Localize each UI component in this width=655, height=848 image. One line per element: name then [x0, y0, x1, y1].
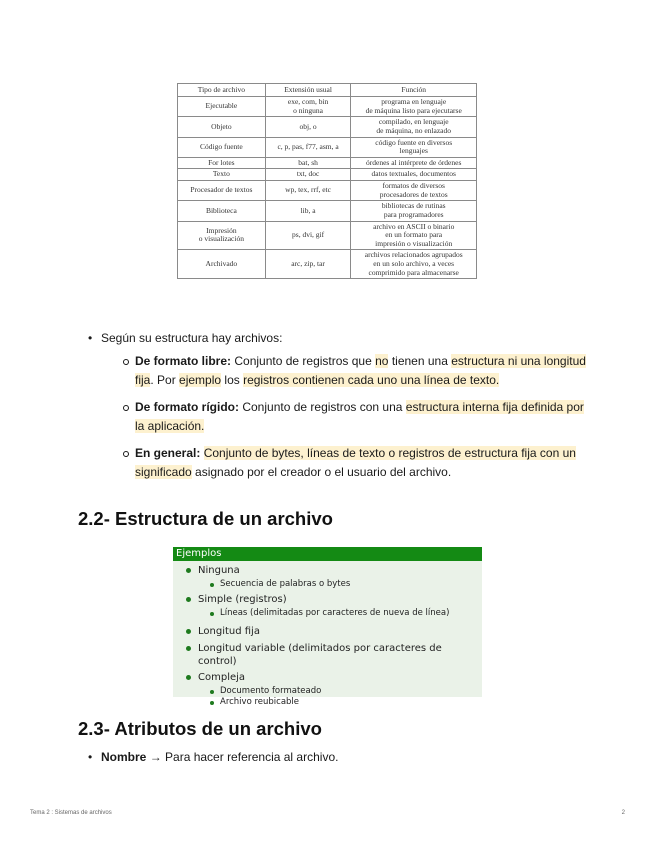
- text: Para hacer referencia al archivo.: [165, 750, 339, 764]
- examples-list: [173, 564, 482, 708]
- text: . Por: [150, 373, 180, 387]
- text: tienen una: [388, 354, 452, 368]
- examples-header: Ejemplos: [173, 547, 482, 561]
- text: los: [221, 373, 244, 387]
- example-item: Simple (registros): [173, 593, 482, 606]
- table-cell: Procesador de textos: [178, 181, 266, 201]
- examples-block: [173, 547, 482, 707]
- table-header-row: [178, 84, 477, 97]
- table-cell: archivos relacionados agrupados en un solo archivo, a veces comprimido para almacenarse: [351, 250, 477, 279]
- table-cell: Impresión o visualización: [178, 221, 266, 250]
- table-row: [178, 181, 477, 201]
- table-cell: arc, zip, tar: [265, 250, 351, 279]
- table-header-cell: Función: [351, 84, 477, 97]
- table-cell: Código fuente: [178, 137, 266, 157]
- table-row: [178, 117, 477, 137]
- table-cell: lib, a: [265, 201, 351, 221]
- text: Conjunto de registros que: [234, 354, 376, 368]
- table-header-cell: Tipo de archivo: [178, 84, 266, 97]
- highlight: estructura ni una longitud fija: [135, 354, 586, 387]
- table-row: [178, 169, 477, 181]
- structure-sublist: [101, 352, 588, 482]
- table-cell: Archivado: [178, 250, 266, 279]
- term-label: De formato rígido:: [135, 400, 239, 414]
- term-label: En general:: [135, 446, 201, 460]
- highlight: ejemplo: [179, 373, 222, 387]
- table-cell: ps, dvi, gif: [265, 221, 351, 250]
- text: Conjunto de registros con una: [242, 400, 406, 414]
- list-item-formato-rigido: [122, 398, 588, 436]
- table-cell: obj, o: [265, 117, 351, 137]
- table-cell: formatos de diversos procesadores de textos: [351, 181, 477, 201]
- table-cell: Ejecutable: [178, 97, 266, 117]
- table-row: [178, 221, 477, 250]
- example-subitem: Secuencia de palabras o bytes: [173, 579, 482, 590]
- example-item: Longitud variable (delimitados por caracteres de control): [173, 642, 482, 668]
- arrow-icon: →: [149, 750, 162, 764]
- footer-title: Tema 2 : Sistemas de archivos: [30, 810, 112, 816]
- example-subitem: Archivo reubicable: [173, 697, 482, 708]
- text: asignado por el creador o el usuario del archivo.: [191, 465, 452, 479]
- example-subitem: Líneas (delimitadas por caracteres de nueva de línea): [173, 608, 482, 619]
- term-label: De formato libre:: [135, 354, 232, 368]
- table-cell: bibliotecas de rutinas para programadores: [351, 201, 477, 221]
- section-heading-2-3: 2.3- Atributos de un archivo: [78, 718, 322, 739]
- table-cell: bat, sh: [265, 157, 351, 169]
- table-cell: For lotes: [178, 157, 266, 169]
- page-number: 2: [621, 810, 625, 816]
- highlight: Conjunto de bytes, líneas de texto o registros de estructura fija con un significado: [135, 446, 576, 479]
- table-cell: Objeto: [178, 117, 266, 137]
- structure-intro: [88, 329, 588, 482]
- table-header-cell: Extensión usual: [265, 84, 351, 97]
- example-item: Ninguna: [173, 564, 482, 577]
- structure-list: [88, 329, 588, 490]
- structure-intro-text: Según su estructura hay archivos:: [101, 331, 283, 345]
- highlight: estructura interna fija definida por la aplicación.: [135, 400, 584, 433]
- table-cell: c, p, pas, f77, asm, a: [265, 137, 351, 157]
- example-subitem: Documento formateado: [173, 686, 482, 697]
- example-item: Longitud fija: [173, 625, 482, 638]
- list-item-nombre: [88, 749, 588, 765]
- highlight: no: [375, 354, 389, 368]
- table-cell: órdenes al intérprete de órdenes: [351, 157, 477, 169]
- table-cell: programa en lenguaje de máquina listo para ejecutarse: [351, 97, 477, 117]
- table-cell: Texto: [178, 169, 266, 181]
- highlight: registros contienen cada uno una línea de texto.: [243, 373, 500, 387]
- file-types-table: [177, 83, 477, 279]
- attributes-list: [88, 749, 588, 765]
- table-cell: Biblioteca: [178, 201, 266, 221]
- table-row: [178, 157, 477, 169]
- list-item-en-general: [122, 444, 588, 482]
- section-heading-2-2: 2.2- Estructura de un archivo: [78, 508, 333, 529]
- term-label: Nombre: [101, 750, 147, 764]
- table-cell: archivo en ASCII o binario en un formato para impresión o visualización: [351, 221, 477, 250]
- table-cell: wp, tex, rrf, etc: [265, 181, 351, 201]
- table-cell: exe, com, bin o ninguna: [265, 97, 351, 117]
- table-row: [178, 97, 477, 117]
- table-row: [178, 201, 477, 221]
- table-cell: datos textuales, documentos: [351, 169, 477, 181]
- list-item-formato-libre: [122, 352, 588, 390]
- table-cell: txt, doc: [265, 169, 351, 181]
- example-item: Compleja: [173, 671, 482, 684]
- table-row: [178, 137, 477, 157]
- table-cell: código fuente en diversos lenguajes: [351, 137, 477, 157]
- table-cell: compilado, en lenguaje de máquina, no enlazado: [351, 117, 477, 137]
- table-row: [178, 250, 477, 279]
